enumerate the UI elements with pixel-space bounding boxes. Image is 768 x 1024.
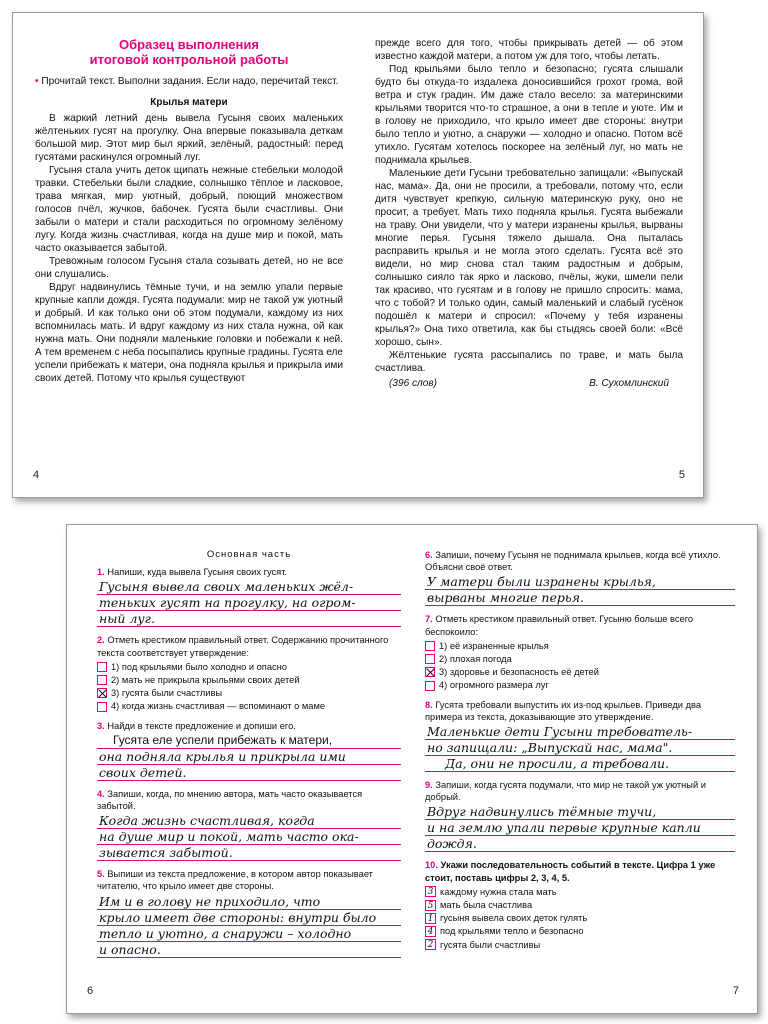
question-number: 5. [97,869,105,880]
story-paragraph: Гусыня стала учить деток щипать нежные стебельки молодой травки. Стебельки были сладкие, солнышко тёплое и ласковое, трава мягкая, мир уютный, добрый, поющий множеством голосов пчёл, жучков, бабочек. Гусята были счастливы. Они забыли о матери и стали расходиться по огромному зелёному лугу. Когда жизнь счастливая, когда на душе мир и покой, мать часто оказывается забытой. [35,165,343,254]
answer-option[interactable] [425,640,735,652]
question-5 [97,868,401,957]
answer-option[interactable] [97,661,401,673]
answer-line[interactable]: и на землю упали первые крупные капли [425,821,735,836]
option-label: 4) огромного размера луг [439,680,549,691]
question-prompt: Запиши, когда, по мнению автора, мать часто оказывается забытой. [97,788,363,812]
question-prompt: Гусята требовали выпустить их из-под крыльев. Приведи два примера из текста, доказывающие это утверждение. [425,699,702,722]
answer-line[interactable]: теньких гусят на прогулку, на огром- [97,596,401,611]
question-number: 3. [97,720,105,731]
story-signature [375,377,683,390]
answer-line[interactable]: Им и в голову не приходило, что [97,895,401,910]
option-label: 3) гусята были счастливы [111,688,223,699]
question-text [97,788,401,812]
question-prompt: Напиши, куда вывела Гусыня своих гусят. [107,567,288,578]
answer-option[interactable] [97,700,401,712]
page-4-content [35,37,343,385]
page-4 [13,13,359,497]
question-prompt: Отметь крестиком правильный ответ. Содержанию прочитанного текста соответствует утверждение: [97,635,389,658]
checkbox-checked[interactable] [97,688,107,698]
page-5-content [375,37,683,390]
sequence-label: гусята были счастливы [440,939,541,950]
question-number: 6. [425,550,433,560]
question-text [97,634,401,658]
story-paragraph: Маленькие дети Гусыни требовательно запищали: «Выпускай нас, мама». Да, они не просили, а требовали, потому что, если дитя чувствует крепкую, сильную материнскую руку, оно не просит, а требует. Мать тихо подняла крылья. Гусята выбежали на траву. Они увидели, что у матери изранены крылья, вырваны многие перья. Гусыня тяжело дышала. Она пыталась расправить крылья и не могла этого сделать. Гусята всё это видели, но мир снова стал таким радостным и добрым, солнышко сияло так ярко и ласково, пчёлы, жуки, шмели пели так красиво, что гусятам и в голову не пришло спросить: мама, что с тобой? И только один, самый маленький и слабый гусёнок подошёл к матери и спросил: «Почему у тебя изранены крылья?» Она тихо ответила, как бы стыдясь своей боли: «Всё хорошо, сын». [375,168,683,348]
intro-instruction [35,75,343,88]
question-7 [425,613,735,691]
option-label: 1) под крыльями было холодно и опасно [111,661,287,672]
question-prompt: Выпиши из текста предложение, в котором автор показывает читателю, что крыло имеет две стороны. [97,869,373,892]
sequence-number-box[interactable]: 3 [425,886,436,897]
question-prompt: Укажи последовательность событий в тексте. Цифра 1 уже стоит, поставь цифры 2, 3, 4, 5. [425,860,716,883]
page-6 [67,525,413,1013]
question-6 [425,549,735,606]
sequence-number-box[interactable]: 5 [425,900,436,911]
page-number: 7 [732,985,739,997]
checkbox[interactable] [97,702,107,712]
sequence-item[interactable] [425,925,735,937]
bullet-icon: • [35,76,39,87]
answer-option[interactable] [425,666,735,678]
answer-option[interactable] [97,674,401,686]
question-prompt: Найди в тексте предложение и допиши его. [107,720,296,731]
question-10 [425,859,735,950]
checkbox[interactable] [425,641,435,651]
answer-option[interactable] [425,679,735,691]
question-number: 2. [97,635,105,646]
checkbox[interactable] [97,675,107,685]
answer-line[interactable]: Вдруг надвинулись тёмные тучи, [425,805,735,820]
question-text [425,549,735,573]
answer-line[interactable]: вырваны многие перья. [425,591,735,606]
question-9 [425,779,735,852]
page-6-content [97,549,401,965]
answer-option[interactable] [425,653,735,665]
page-title [35,37,343,67]
page-7 [413,525,759,1013]
checkbox[interactable] [97,662,107,672]
story-paragraph: Тревожным голосом Гусыня стала созывать детей, но не все они слушались. [35,256,343,280]
answer-line[interactable]: У матери были изранены крылья, [425,575,735,590]
answer-line[interactable]: и опасно. [97,943,401,958]
sequence-label: под крыльями тепло и безопасно [440,926,584,937]
answer-line[interactable]: но запищали: „Выпускай нас, мама". [425,741,735,756]
page-7-content [425,549,735,958]
story-title: Крылья матери [150,97,228,108]
sequence-item[interactable] [425,899,735,911]
sequence-number-box[interactable]: 1 [425,913,436,924]
question-text [97,868,401,892]
option-label: 1) её израненные крылья [439,640,549,651]
answer-line[interactable]: Да, они не просили, а требовали. [425,757,735,772]
sequence-item[interactable] [425,912,735,924]
question-text [425,613,735,637]
story-paragraph: Под крыльями было тепло и безопасно; гусята слышали будто бы откуда-то издалека доносившийся грохот грома, вой ветра и стук градин. Им даже стало весело: за материнскими крыльями творится что-то страшное, а они в тепле и уюте. Им и в голову не приходило, что крыло имеет две стороны: внутри было тепло и уютно, а снаружи — холодно и опасно. Потом всё утихло. Гусятам хотелось поскорее на зелёный луг, но мать не поднимала крыльев. [375,64,683,166]
story-paragraph: прежде всего для того, чтобы прикрывать детей — об этом известно каждой матери, а потом уж для того, чтобы летать. [375,38,683,62]
answer-line[interactable]: зывается забытой. [97,846,401,861]
printed-sentence-start: Гусята еле успели прибежать к матери, [97,734,401,749]
option-label: 2) плохая погода [439,654,512,665]
sequence-label: каждому нужна стала мать [440,886,557,897]
title-line-2: итоговой контрольной работы [89,52,289,67]
answer-line[interactable]: своих детей. [97,766,401,781]
question-2 [97,634,401,712]
question-text [97,566,401,578]
book-spread-bottom [66,524,758,1014]
sequence-label: гусыня вывела своих деток гулять [440,913,588,924]
page-number: 6 [87,985,94,997]
question-prompt: Запиши, почему Гусыня не поднимала крыльев, когда всё утихло. Объясни своё ответ. [425,550,721,573]
question-text [425,779,735,803]
question-prompt: Запиши, когда гусята подумали, что мир не такой уж уютный и добрый. [425,780,706,803]
answer-line[interactable]: Маленькие дети Гусыни требователь- [425,725,735,740]
answer-line[interactable]: на душе мир и покой, мать часто ока- [97,830,401,845]
answer-option[interactable] [97,687,401,699]
page-number: 5 [678,469,685,481]
book-spread-top [12,12,704,498]
question-number: 4. [97,788,105,799]
option-label: 3) здоровье и безопасность её детей [439,667,599,678]
answer-line[interactable]: Когда жизнь счастливая, когда [97,814,401,829]
checkbox[interactable] [425,654,435,664]
option-label: 4) когда жизнь счастливая — вспоминают о маме [111,701,326,712]
sequence-label: мать была счастлива [440,900,533,911]
question-number: 9. [425,780,433,791]
option-label: 2) мать не прикрыла крыльями своих детей [111,675,300,686]
question-4 [97,788,401,861]
author-name: В. Сухомлинский [589,378,669,389]
intro-text: Прочитай текст. Выполни задания. Если надо, перечитай текст. [41,76,339,87]
question-text [425,859,735,883]
page-number: 4 [33,469,40,481]
question-number: 1. [97,567,105,578]
section-title: Основная часть [206,549,292,560]
question-text [97,720,401,732]
question-number: 7. [425,614,433,625]
answer-line[interactable]: Гусыня вывела своих маленьких жёл- [97,580,401,595]
question-8 [425,699,735,772]
sequence-item[interactable] [425,939,735,951]
title-line-1: Образец выполнения [119,37,259,52]
question-text [425,699,735,723]
question-prompt: Отметь крестиком правильный ответ. Гусыню больше всего беспокоило: [425,614,694,637]
question-number: 10. [425,860,438,871]
question-3 [97,720,401,781]
checkbox-checked[interactable] [425,667,435,677]
sequence-number-box[interactable]: 2 [425,939,436,950]
checkbox[interactable] [425,681,435,691]
answer-line[interactable]: тепло и уютно, а снаружи – холодно [97,927,401,942]
answer-line[interactable]: она подняла крылья и прикрыла ими [97,750,401,765]
question-1 [97,566,401,627]
word-count: (396 слов) [389,378,437,389]
story-paragraph: Жёлтенькие гусята рассыпались по траве, и мать была счастлива. [375,350,683,374]
answer-line[interactable]: крыло имеет две стороны: внутри было [97,911,401,926]
sequence-item[interactable] [425,886,735,898]
page-5 [359,13,705,497]
story-paragraph: В жаркий летний день вывела Гусыня своих маленьких жёлтеньких гусят на прогулку. Она впервые показывала деткам большой мир. Этот мир был яркий, зелёный, радостный: перед гусятами раскинулся огромный луг. [35,113,343,163]
answer-line[interactable]: дождя. [425,837,735,852]
story-paragraph: Вдруг надвинулись тёмные тучи, и на землю упали первые крупные капли дождя. Гусята подумали: мир не такой уж уютный и добрый. И как только они об этом подумали, каждому из них вспомнилась мать. И вдруг каждому из них стала нужна, ой как нужна мать. Они подняли маленькие головки и побежали к ней. А тем временем с неба посыпались крупные градины. Гусята еле успели прибежать к матери, она подняла крылья и прикрыла ими своих детей. Потому что крылья существуют [35,282,343,384]
answer-line[interactable]: ный луг. [97,612,401,627]
sequence-number-box[interactable]: 4 [425,926,436,937]
question-number: 8. [425,699,433,710]
